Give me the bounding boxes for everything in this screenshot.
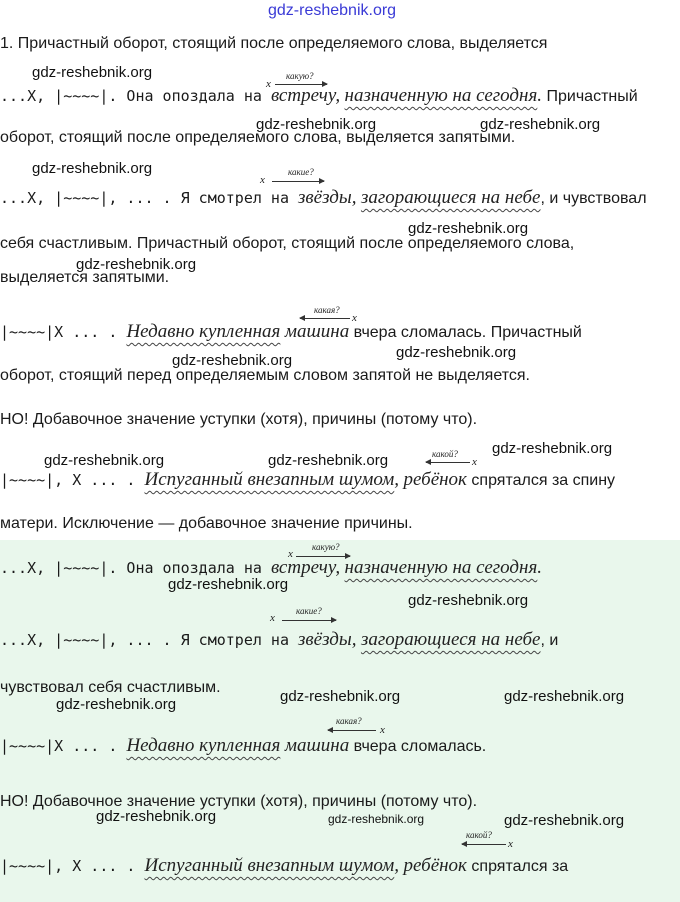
- defined-word-marker: x: [260, 174, 265, 186]
- watermark: gdz-reshebnik.org: [56, 696, 177, 713]
- question-mark: какой?: [432, 449, 458, 459]
- question-arrow: [462, 844, 506, 845]
- text-line: чувствовал себя счастливым.: [0, 679, 221, 696]
- question-mark: какая?: [314, 305, 340, 315]
- sentence-scheme: ...X, |~~~~|. Она опоздала на: [0, 559, 271, 577]
- question-mark: какую?: [312, 542, 340, 552]
- watermark: gdz-reshebnik.org: [268, 452, 389, 469]
- defined-word-marker: x: [266, 78, 271, 90]
- defined-noun: встречу: [270, 557, 336, 578]
- question-arrow: [300, 318, 350, 319]
- participial-phrase: загорающиеся на небе: [360, 629, 541, 650]
- note-line: НО! Добавочное значение уступки (хотя), причины (потому что).: [0, 411, 478, 428]
- text-tail: Причастный: [542, 88, 638, 105]
- defined-noun: звёзды: [298, 187, 352, 208]
- watermark: gdz-reshebnik.org: [396, 344, 517, 361]
- period: .: [537, 557, 543, 578]
- text-tail: вчера сломалась. Причастный: [349, 324, 582, 341]
- watermark: gdz-reshebnik.org: [32, 64, 153, 81]
- watermark: gdz-reshebnik.org: [328, 812, 425, 826]
- question-mark: какая?: [336, 716, 362, 726]
- defined-noun: звёзды: [298, 629, 352, 650]
- watermark: gdz-reshebnik.org: [492, 440, 613, 457]
- watermark: gdz-reshebnik.org: [408, 592, 529, 609]
- watermark: gdz-reshebnik.org: [168, 576, 289, 593]
- participial-phrase: Недавно купленная: [126, 735, 281, 756]
- question-mark: какие?: [296, 606, 322, 616]
- defined-word-marker: x: [472, 456, 477, 468]
- example-line: [0, 470, 615, 491]
- example-line: [0, 736, 486, 757]
- participial-phrase: Испуганный внезапным шумом: [144, 855, 395, 876]
- participial-phrase: загорающиеся на небе: [360, 187, 541, 208]
- watermark: gdz-reshebnik.org: [44, 452, 165, 469]
- participial-phrase: Испуганный внезапным шумом: [144, 469, 395, 490]
- question-mark: какой?: [466, 830, 492, 840]
- comma: ,: [394, 469, 399, 490]
- rule-line: 1. Причастный оборот, стоящий после определяемого слова, выделяется: [0, 35, 548, 52]
- comma: ,: [335, 557, 341, 578]
- participial-phrase: Недавно купленная: [126, 321, 281, 342]
- example-line: [0, 856, 568, 877]
- text-line: выделяется запятыми.: [0, 269, 170, 286]
- comma: ,: [351, 629, 357, 650]
- text-tail: , и чувствовал: [540, 190, 647, 207]
- sentence-scheme: |~~~~|X ... .: [0, 323, 127, 341]
- defined-word-marker: x: [288, 548, 293, 560]
- watermark: gdz-reshebnik.org: [172, 352, 293, 369]
- sentence-scheme: |~~~~|X ... .: [0, 737, 127, 755]
- watermark: gdz-reshebnik.org: [96, 808, 217, 825]
- defined-noun: машина: [284, 735, 350, 756]
- text-tail: , и: [540, 632, 559, 649]
- sentence-scheme: ...X, |~~~~|. Она опоздала на: [0, 87, 271, 105]
- defined-noun: ребёнок: [403, 469, 467, 490]
- defined-word-marker: x: [508, 838, 513, 850]
- sentence-scheme: ...X, |~~~~|, ... . Я смотрел на: [0, 631, 299, 649]
- sentence-scheme: ...X, |~~~~|, ... . Я смотрел на: [0, 189, 299, 207]
- question-arrow: [282, 620, 336, 621]
- question-arrow: [272, 181, 324, 182]
- text-line: оборот, стоящий перед определяемым словом запятой не выделяется.: [0, 367, 530, 384]
- watermark: gdz-reshebnik.org: [480, 116, 601, 133]
- example-line: [0, 558, 542, 579]
- watermark: gdz-reshebnik.org: [256, 116, 377, 133]
- example-line: [0, 188, 647, 209]
- example-line: [0, 322, 582, 343]
- text-line: себя счастливым. Причастный оборот, стоящий после определяемого слова,: [0, 235, 575, 252]
- defined-noun: ребёнок: [403, 855, 467, 876]
- question-arrow: [426, 462, 470, 463]
- sentence-scheme: |~~~~|, X ... .: [0, 471, 145, 489]
- text-tail: спрятался за: [466, 858, 569, 875]
- comma: ,: [394, 855, 399, 876]
- watermark: gdz-reshebnik.org: [504, 688, 625, 705]
- question-arrow: [328, 730, 376, 731]
- participial-phrase: назначенную на сегодня: [344, 85, 538, 106]
- watermark-top: gdz-reshebnik.org: [268, 2, 397, 19]
- watermark: gdz-reshebnik.org: [280, 688, 401, 705]
- note-line: НО! Добавочное значение уступки (хотя), причины (потому что).: [0, 793, 478, 810]
- text-tail: спрятался за спину: [466, 472, 616, 489]
- question-mark: какие?: [288, 167, 314, 177]
- defined-noun: машина: [284, 321, 350, 342]
- comma: ,: [351, 187, 357, 208]
- text-line: оборот, стоящий после определяемого слова, выделяется запятыми.: [0, 129, 516, 146]
- defined-noun: встречу: [270, 85, 336, 106]
- example-line: [0, 86, 638, 107]
- participial-phrase: назначенную на сегодня: [344, 557, 538, 578]
- text-line: матери. Исключение — добавочное значение причины.: [0, 515, 413, 532]
- watermark: gdz-reshebnik.org: [32, 160, 153, 177]
- text-tail: вчера сломалась.: [349, 738, 487, 755]
- watermark: gdz-reshebnik.org: [76, 256, 197, 273]
- watermark: gdz-reshebnik.org: [408, 220, 529, 237]
- defined-word-marker: x: [270, 612, 275, 624]
- watermark: gdz-reshebnik.org: [504, 812, 625, 829]
- defined-word-marker: x: [352, 312, 357, 324]
- period: .: [537, 85, 543, 106]
- defined-word-marker: x: [380, 724, 385, 736]
- comma: ,: [335, 85, 341, 106]
- example-line: [0, 630, 558, 651]
- question-mark: какую?: [286, 71, 314, 81]
- sentence-scheme: |~~~~|, X ... .: [0, 857, 145, 875]
